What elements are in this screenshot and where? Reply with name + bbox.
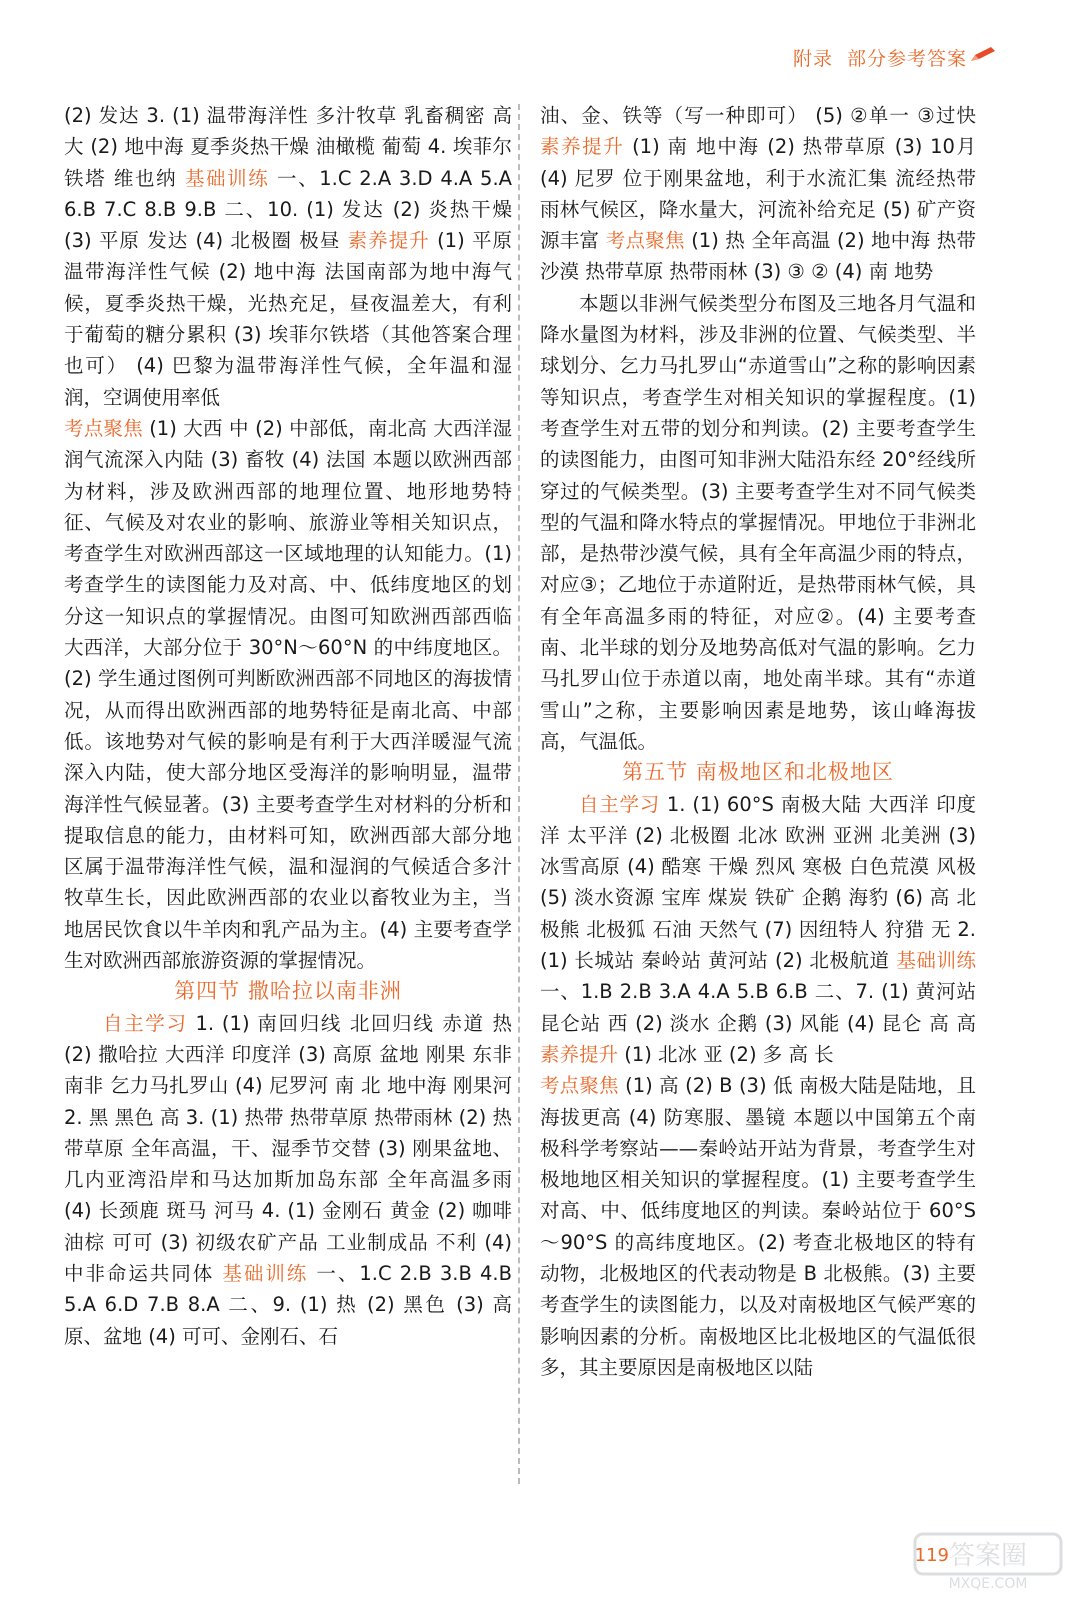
column-divider bbox=[518, 104, 520, 1484]
answer-paragraph: (2) 发达 3. (1) 温带海洋性 多汁牧草 乳畜稠密 高 大 (2) 地中海 夏季炎热干燥 油橄榄 葡萄 4. 埃菲尔铁塔 维也纳 基础训练 一、1.C 2.A 3.D 4.A 5.A 6.B 7.C 8.B 9.B 二、10. (1) 发达 (2) 炎热干燥 (3) 平原 发达 (4) 北极圈 极昼 素养提升 (1) 平原 温带海洋性气候 (2) 地中海 法国南部为地中海气候，夏季炎热干燥，光热充足，昼夜温差大，有利于葡萄的糖分累积 (3) 埃菲尔铁塔（其他答案合理也可） (4) 巴黎为温带海洋性气候，全年温和湿润，空调使用率低 bbox=[64, 104, 512, 409]
watermark-logo bbox=[913, 1530, 1063, 1592]
label-key-focus: 考点聚焦 bbox=[605, 229, 685, 253]
label-basic-training: 基础训练 bbox=[222, 1261, 309, 1285]
svg-text:MXQE.COM: MXQE.COM bbox=[948, 1576, 1028, 1592]
pencil-icon bbox=[969, 47, 995, 63]
svg-text:答案圈: 答案圈 bbox=[948, 1541, 1028, 1571]
label-self-study: 自主学习 bbox=[103, 1011, 188, 1035]
label-basic-training: 基础训练 bbox=[184, 166, 270, 190]
header-title: 部分参考答案 bbox=[846, 48, 967, 70]
section-title: 第五节 南极地区和北极地区 bbox=[622, 760, 894, 785]
answer-paragraph: 自主学习 1. (1) 60°S 南极大陆 大西洋 印度洋 太平洋 (2) 北极圈 北冰 欧洲 亚洲 北美洲 (3) 冰雪高原 (4) 酷寒 干燥 烈风 寒极 白色荒漠 风极 (5) 淡水资源 宝库 煤炭 铁矿 企鹅 海豹 (6) 高 北极熊 北极狐 石油 天然气 (7) 因纽特人 狩猎 无 2. (1) 长城站 秦岭站 黄河站 (2) 北极航道 基础训练 一、1.B 2.B 3.A 4.A 5.B 6.B 二、7. (1) 黄河站 昆仑站 西 (2) 淡水 企鹅 (3) 风能 (4) 昆仑 高 高 素养提升 (1) 北冰 亚 (2) 多 高 长 bbox=[540, 792, 976, 1066]
left-column bbox=[64, 100, 512, 1352]
label-skill-improve: 素养提升 bbox=[540, 1042, 619, 1066]
label-key-focus: 考点聚焦 bbox=[64, 416, 143, 440]
page-header bbox=[793, 44, 967, 71]
page-number: 119 bbox=[914, 1545, 949, 1566]
answer-paragraph: 考点聚焦 (1) 高 (2) B (3) 低 南极大陆是陆地，且海拔更高 (4) 防寒服、墨镜 本题以中国第五个南极科学考察站——秦岭站开站为背景，考查学生对极地地区相关知识的掌握程度。(1) 主要考查学生对高、中、低纬度地区的判读。秦岭站位于 60°S～90°S 的高纬度地区。(2) 考查北极地区的特有动物，北极地区的代表动物是 B 北极熊。(3) 主要考查学生的读图能力，以及对南极地区气候严寒的影响因素的分析。南极地区比北极地区的气温低很多，其主要原因是南极地区以陆 bbox=[540, 1074, 976, 1379]
label-skill-improve: 素养提升 bbox=[347, 229, 430, 253]
section-title: 第四节 撒哈拉以南非洲 bbox=[174, 979, 402, 1004]
right-column bbox=[540, 100, 976, 1383]
answer-paragraph: 油、金、铁等（写一种即可） (5) ②单一 ③过快 素养提升 (1) 南 地中海 (2) 热带草原 (3) 10月 (4) 尼罗 位于刚果盆地，利于水流汇集 流经热带雨林气候区，降水量大，河流补给充足 (5) 矿产资源丰富 考点聚焦 (1) 热 全年高温 (2) 地中海 热带沙漠 热带草原 热带雨林 (3) ③ ② (4) 南 地势 bbox=[540, 104, 976, 284]
label-key-focus: 考点聚焦 bbox=[540, 1074, 619, 1098]
answer-paragraph: 自主学习 1. (1) 南回归线 北回归线 赤道 热 (2) 撒哈拉 大西洋 印度洋 (3) 高原 盆地 刚果 东非 南非 乞力马扎罗山 (4) 尼罗河 南 北 地中海 刚果河 2. 黑 黑色 高 3. (1) 热带 热带草原 热带雨林 (2) 热带草原 全年高温，干、湿季节交替 (3) 刚果盆地、几内亚湾沿岸和马达加斯加岛东部 全年高温多雨 (4) 长颈鹿 斑马 河马 4. (1) 金刚石 黄金 (2) 咖啡 油棕 可可 (3) 初级农矿产品 工业制成品 不利 (4) 中非命运共同体 基础训练 一、1.C 2.B 3.B 4.B 5.A 6.D 7.B 8.A 二、9. (1) 热 (2) 黑色 (3) 高原、盆地 (4) 可可、金刚石、石 bbox=[64, 1011, 512, 1348]
label-basic-training: 基础训练 bbox=[896, 949, 976, 973]
answer-paragraph: 考点聚焦 (1) 大西 中 (2) 中部低，南北高 大西洋湿润气流深入内陆 (3) 畜牧 (4) 法国 本题以欧洲西部为材料，涉及欧洲西部的地理位置、地形地势特征、气候及对农业的影响、旅游业等相关知识点，考查学生对欧洲西部这一区域地理的认知能力。(1) 考查学生的读图能力及对高、中、低纬度地区的划分这一知识点的掌握情况。由图可知欧洲西部西临大西洋，大部分位于 30°N～60°N 的中纬度地区。(2) 学生通过图例可判断欧洲西部不同地区的海拔情况，从而得出欧洲西部的地势特征是南北高、中部低。该地势对气候的影响是有利于大西洋暖湿气流深入内陆，使大部分地区受海洋的影响明显，温带海洋性气候显著。(3) 主要考查学生对材料的分析和提取信息的能力，由材料可知，欧洲西部大部分地区属于温带海洋性气候，温和湿润的气候适合多汁牧草生长，因此欧洲西部的农业以畜牧业为主，当地居民饮食以牛羊肉和乳产品为主。(4) 主要考查学生对欧洲西部旅游资源的掌握情况。 bbox=[64, 416, 512, 973]
label-self-study: 自主学习 bbox=[579, 792, 660, 816]
label-skill-improve: 素养提升 bbox=[540, 135, 625, 159]
header-appendix: 附录 bbox=[792, 48, 833, 70]
explanation-paragraph: 本题以非洲气候类型分布图及三地各月气温和降水量图为材料，涉及非洲的位置、气候类型、半球划分、乞力马扎罗山“赤道雪山”之称的影响因素等知识点，考查学生对相关知识的掌握程度。(1) 考查学生对五带的划分和判读。(2) 主要考查学生的读图能力，由图可知非洲大陆沿东经 20°经线所穿过的气候类型。(3) 主要考查学生对不同气候类型的气温和降水特点的掌握情况。甲地位于非洲北部，是热带沙漠气候，具有全年高温少雨的特点，对应③；乙地位于赤道附近，是热带雨林气候，具有全年高温多雨的特征，对应②。(4) 主要考查南、北半球的划分及地势高低对气温的影响。乞力马扎罗山位于赤道以南，地处南半球。其有“赤道雪山”之称，主要影响因素是地势，该山峰海拔高，气温低。 bbox=[540, 291, 976, 753]
